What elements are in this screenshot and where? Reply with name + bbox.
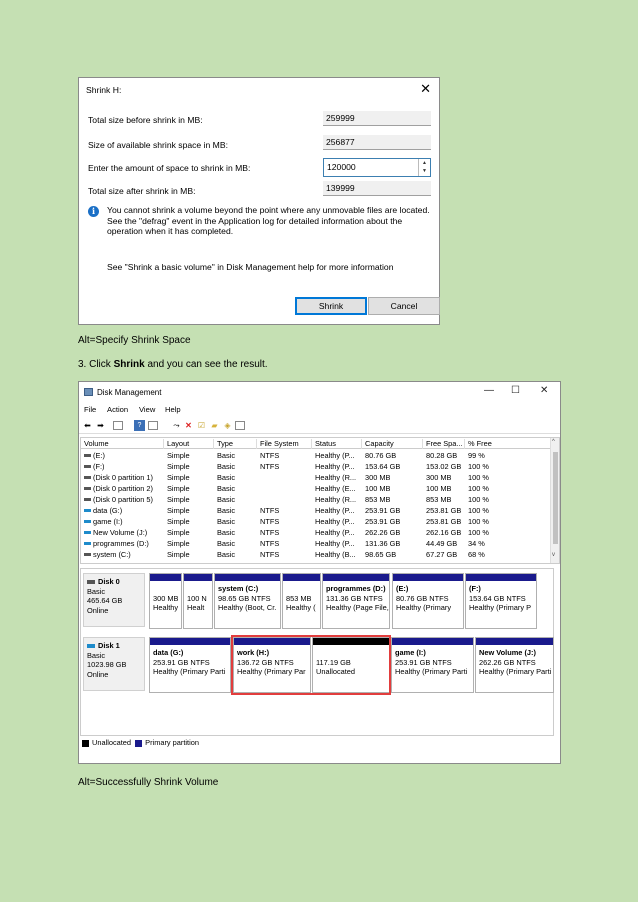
table-row[interactable] <box>81 538 551 549</box>
partition-status: Healthy (Primary <box>396 603 452 612</box>
table-cell: 300 MB <box>426 473 452 482</box>
partition-status: Healthy (Page File, <box>326 603 389 612</box>
table-row[interactable] <box>81 527 551 538</box>
partition-size: 153.64 GB NTFS <box>469 593 526 603</box>
volume-icon <box>84 476 91 479</box>
partition-size: 136.72 GB NTFS <box>237 657 294 667</box>
table-cell: 153.02 GB <box>426 462 462 471</box>
partition-status: Healt <box>187 603 205 612</box>
available-shrink-value: 256877 <box>323 135 431 150</box>
forward-icon[interactable]: ➡ <box>97 421 104 430</box>
caption-alt1: Alt=Specify Shrink Space <box>78 335 191 346</box>
col-free-space[interactable]: Free Spa... <box>422 439 463 449</box>
scroll-up-icon[interactable]: ^ <box>552 439 555 445</box>
disk-graphic-area <box>80 568 554 736</box>
table-row[interactable] <box>81 516 551 527</box>
partition-size: 853 MB <box>286 593 312 603</box>
table-row[interactable] <box>81 505 551 516</box>
table-cell: Healthy (P... <box>315 451 355 460</box>
scrollbar-thumb[interactable] <box>553 452 558 544</box>
table-cell: 98.65 GB <box>365 550 397 559</box>
partition-size: 117.19 GB <box>316 657 351 667</box>
partition-size: 253.91 GB NTFS <box>395 657 452 667</box>
partition-status: Healthy (Primary Par <box>237 667 306 676</box>
dialog-titlebar <box>79 78 439 100</box>
disk1-state: Online <box>87 669 109 679</box>
table-row[interactable] <box>81 483 551 494</box>
col-capacity[interactable]: Capacity <box>361 439 394 449</box>
table-row[interactable] <box>81 549 551 560</box>
partition-block[interactable] <box>322 573 390 629</box>
menu-action[interactable]: Action <box>107 405 129 414</box>
partition-name: programmes (D:) <box>326 584 386 593</box>
partition-text <box>395 648 467 677</box>
table-cell: 253.91 GB <box>365 506 401 515</box>
table-cell: Simple <box>167 495 190 504</box>
volume-list-header <box>81 438 559 449</box>
table-cell: Simple <box>167 550 190 559</box>
table-cell: (F:) <box>93 462 105 471</box>
partition-name: game (I:) <box>395 648 426 657</box>
spin-arrows-icon[interactable]: ▲ ▼ <box>418 159 430 176</box>
partition-name: New Volume (J:) <box>479 648 536 657</box>
table-cell: Healthy (B... <box>315 550 356 559</box>
partition-name: work (H:) <box>237 648 270 657</box>
partition-status: Healthy (Boot, Cr. <box>218 603 277 612</box>
help-icon[interactable]: ? <box>134 420 145 431</box>
partition-type-bar <box>476 638 553 645</box>
table-cell: 853 MB <box>426 495 452 504</box>
partition-name: system (C:) <box>218 584 259 593</box>
partition-status: Healthy (Primary Parti <box>153 667 226 676</box>
shrink-dialog <box>78 77 440 325</box>
table-cell: Healthy (P... <box>315 528 355 537</box>
table-cell: programmes (D:) <box>93 539 149 548</box>
table-cell: 153.64 GB <box>365 462 401 471</box>
total-after-value: 139999 <box>323 181 431 196</box>
partition-block[interactable] <box>149 637 231 693</box>
table-cell: Simple <box>167 528 190 537</box>
partition-block[interactable] <box>183 573 213 629</box>
delete-icon[interactable]: ✕ <box>185 421 192 430</box>
disk0-state: Online <box>87 605 109 615</box>
legend-unallocated-swatch <box>82 740 89 747</box>
partition-block[interactable] <box>149 573 182 629</box>
partition-type-bar <box>392 638 473 645</box>
dm-titlebar <box>79 382 560 402</box>
volume-icon <box>84 465 91 468</box>
table-cell: Healthy (P... <box>315 539 355 548</box>
table-cell: system (C:) <box>93 550 131 559</box>
minimize-icon[interactable]: — <box>484 385 494 396</box>
table-row[interactable] <box>81 461 551 472</box>
scroll-down-icon[interactable]: v <box>552 552 555 558</box>
search-icon[interactable]: ◈ <box>224 421 231 430</box>
table-cell: data (G:) <box>93 506 123 515</box>
partition-text <box>187 584 207 613</box>
step-bold: Shrink <box>113 359 145 370</box>
partition-status: Healthy <box>153 603 179 612</box>
info-icon: i <box>88 206 99 217</box>
disk1-size: 1023.98 GB <box>87 660 127 669</box>
table-cell: 80.76 GB <box>365 451 397 460</box>
partition-text <box>326 584 389 613</box>
table-cell: NTFS <box>260 550 280 559</box>
col-percent-free[interactable]: % Free <box>464 439 492 449</box>
close-icon[interactable]: ✕ <box>420 81 431 96</box>
info-message: You cannot shrink a volume beyond the point where any unmovable files are located. See the "defrag" event in the Application log for detailed information about the operation when it has completed. <box>107 205 430 236</box>
partition-name: (E:) <box>396 584 409 593</box>
table-cell: 100 % <box>468 528 489 537</box>
partition-block[interactable] <box>214 573 281 629</box>
partition-type-bar <box>184 574 212 581</box>
caption-alt2: Alt=Successfully Shrink Volume <box>78 777 219 788</box>
table-cell: NTFS <box>260 506 280 515</box>
menu-file[interactable]: File <box>84 405 97 414</box>
total-before-label: Total size before shrink in MB: <box>88 115 203 125</box>
table-row[interactable] <box>81 494 551 505</box>
partition-text <box>218 584 276 613</box>
table-cell: 100 % <box>468 484 489 493</box>
volume-icon <box>84 520 91 523</box>
table-cell: Simple <box>167 484 190 493</box>
legend-primary-swatch <box>135 740 142 747</box>
table-cell: Healthy (P... <box>315 506 355 515</box>
partition-type-bar <box>393 574 463 581</box>
dm-title: Disk Management <box>97 388 162 397</box>
disk1-name: Disk 1 <box>98 641 120 650</box>
table-cell: 100 MB <box>365 484 391 493</box>
table-cell: Healthy (P... <box>315 462 355 471</box>
partition-size: 80.76 GB NTFS <box>396 593 449 603</box>
table-cell: Simple <box>167 506 190 515</box>
shrink-amount-value[interactable]: 120000 <box>327 162 356 172</box>
table-cell: 100 MB <box>426 484 452 493</box>
close-icon[interactable]: ✕ <box>540 385 549 396</box>
partition-status: Unallocated <box>316 667 356 676</box>
table-cell: 100 % <box>468 495 489 504</box>
table-cell: Basic <box>217 539 236 548</box>
table-cell: (Disk 0 partition 2) <box>93 484 153 493</box>
step-suffix: and you can see the result. <box>144 359 268 370</box>
table-cell: Basic <box>217 462 236 471</box>
highlight-box <box>231 635 391 695</box>
legend-primary: Primary partition <box>145 738 199 747</box>
partition-text <box>286 584 316 613</box>
col-status[interactable]: Status <box>311 439 336 449</box>
menu-help[interactable]: Help <box>165 405 181 414</box>
connect-icon[interactable]: ⤳ <box>173 421 180 430</box>
table-cell: 853 MB <box>365 495 391 504</box>
maximize-icon[interactable]: ☐ <box>511 385 520 396</box>
partition-text <box>153 648 225 677</box>
disk0-type: Basic <box>87 586 106 596</box>
partition-status: Healthy ( <box>286 603 316 612</box>
partition-name: (F:) <box>469 584 481 593</box>
partition-size: 100 N <box>187 593 207 603</box>
table-cell: game (I:) <box>93 517 123 526</box>
legend-unallocated: Unallocated <box>92 738 132 747</box>
table-cell: Basic <box>217 484 236 493</box>
console-icon[interactable] <box>113 421 123 430</box>
partition-size: 300 MB <box>153 593 179 603</box>
table-cell: 68 % <box>468 550 485 559</box>
partition-text <box>396 584 451 613</box>
disk0-size: 465.64 GB <box>87 596 123 605</box>
check-icon[interactable]: ☑ <box>197 421 206 430</box>
partition-text <box>479 648 551 677</box>
partition-size: 131.36 GB NTFS <box>326 593 383 603</box>
table-cell: 99 % <box>468 451 485 460</box>
table-cell: 300 MB <box>365 473 391 482</box>
partition-text <box>469 584 531 613</box>
table-row[interactable] <box>81 472 551 483</box>
table-cell: 131.36 GB <box>365 539 401 548</box>
menu-view[interactable]: View <box>139 405 156 414</box>
table-cell: NTFS <box>260 528 280 537</box>
available-shrink-label: Size of available shrink space in MB: <box>88 140 228 150</box>
table-cell: Basic <box>217 506 236 515</box>
step-prefix: 3. Click <box>78 359 114 370</box>
disk-icon <box>87 580 95 584</box>
partition-block[interactable] <box>465 573 537 629</box>
table-cell: Healthy (P... <box>315 517 355 526</box>
table-cell: Basic <box>217 528 236 537</box>
partition-type-bar <box>215 574 280 581</box>
partition-size: 262.26 GB NTFS <box>479 657 536 667</box>
volume-icon <box>84 542 91 545</box>
table-cell: Healthy (R... <box>315 495 357 504</box>
col-volume[interactable]: Volume <box>84 439 109 448</box>
table-cell: Simple <box>167 517 190 526</box>
volume-icon <box>84 553 91 556</box>
col-type[interactable]: Type <box>213 439 233 449</box>
volume-list-scrollbar[interactable] <box>550 438 559 563</box>
table-cell: Basic <box>217 473 236 482</box>
table-cell: 100 % <box>468 517 489 526</box>
step-text <box>78 359 268 370</box>
volume-icon <box>84 531 91 534</box>
table-cell: 100 % <box>468 462 489 471</box>
partition-block[interactable] <box>392 573 464 629</box>
volume-list <box>80 437 560 564</box>
table-cell: 34 % <box>468 539 485 548</box>
table-cell: 262.26 GB <box>365 528 401 537</box>
table-cell: Simple <box>167 473 190 482</box>
partition-text <box>153 584 178 613</box>
table-cell: Basic <box>217 495 236 504</box>
table-cell: 262.16 GB <box>426 528 462 537</box>
table-cell: NTFS <box>260 517 280 526</box>
col-filesystem[interactable]: File System <box>256 439 299 449</box>
disk1-type: Basic <box>87 650 106 660</box>
partition-block[interactable] <box>282 573 321 629</box>
disk1-label[interactable] <box>83 637 145 691</box>
table-cell: (Disk 0 partition 1) <box>93 473 153 482</box>
partition-type-bar <box>150 574 181 581</box>
total-after-label: Total size after shrink in MB: <box>88 186 196 196</box>
volume-icon <box>84 498 91 501</box>
partition-status: Healthy (Primary P <box>469 603 532 612</box>
table-cell: (E:) <box>93 451 105 460</box>
table-cell: 100 % <box>468 473 489 482</box>
table-cell: 80.28 GB <box>426 451 458 460</box>
list-icon[interactable] <box>235 421 245 430</box>
back-icon[interactable]: ⬅ <box>84 421 91 430</box>
table-cell: NTFS <box>260 451 280 460</box>
partition-size: 98.65 GB NTFS <box>218 593 271 603</box>
dialog-title: Shrink H: <box>86 85 122 95</box>
table-cell: 44.49 GB <box>426 539 458 548</box>
disk0-label[interactable] <box>83 573 145 627</box>
help-reference: See "Shrink a basic volume" in Disk Management help for more information <box>107 262 394 272</box>
disk-icon <box>87 644 95 648</box>
shrink-button[interactable]: Shrink <box>295 297 367 315</box>
table-cell: 67.27 GB <box>426 550 458 559</box>
table-cell: New Volume (J:) <box>93 528 148 537</box>
partition-type-bar <box>283 574 320 581</box>
partition-status: Healthy (Primary Parti <box>479 667 552 676</box>
volume-icon <box>84 509 91 512</box>
table-cell: Basic <box>217 550 236 559</box>
table-cell: 253.81 GB <box>426 517 462 526</box>
total-before-value: 259999 <box>323 111 431 126</box>
shrink-amount-input[interactable] <box>323 158 431 177</box>
legend <box>82 738 199 747</box>
table-cell: NTFS <box>260 462 280 471</box>
partition-type-bar <box>323 574 389 581</box>
menu-bar <box>79 403 560 417</box>
table-cell: Simple <box>167 539 190 548</box>
table-cell: 253.81 GB <box>426 506 462 515</box>
volume-icon <box>84 487 91 490</box>
partition-status: Healthy (Primary Parti <box>395 667 468 676</box>
partition-size: 253.91 GB NTFS <box>153 657 210 667</box>
partition-block[interactable] <box>391 637 474 693</box>
partition-block[interactable] <box>475 637 554 693</box>
table-cell: (Disk 0 partition 5) <box>93 495 153 504</box>
properties-icon[interactable] <box>148 421 158 430</box>
table-cell: Simple <box>167 451 190 460</box>
table-cell: NTFS <box>260 539 280 548</box>
cancel-button[interactable]: Cancel <box>368 297 440 315</box>
table-cell: 253.91 GB <box>365 517 401 526</box>
shrink-amount-label: Enter the amount of space to shrink in MB: <box>88 163 251 173</box>
table-cell: Basic <box>217 451 236 460</box>
folder-icon[interactable]: ▰ <box>211 421 218 430</box>
table-cell: Healthy (R... <box>315 473 357 482</box>
volume-icon <box>84 454 91 457</box>
partition-name: data (G:) <box>153 648 184 657</box>
disk0-name: Disk 0 <box>98 577 120 586</box>
table-cell: 100 % <box>468 506 489 515</box>
partition-type-bar <box>150 638 230 645</box>
table-cell: Healthy (E... <box>315 484 356 493</box>
disk-management-icon <box>84 388 93 396</box>
toolbar <box>79 418 560 434</box>
table-row[interactable] <box>81 450 551 461</box>
col-layout[interactable]: Layout <box>163 439 189 449</box>
table-cell: Simple <box>167 462 190 471</box>
disk-management-window <box>78 381 561 764</box>
partition-type-bar <box>466 574 536 581</box>
table-cell: Basic <box>217 517 236 526</box>
